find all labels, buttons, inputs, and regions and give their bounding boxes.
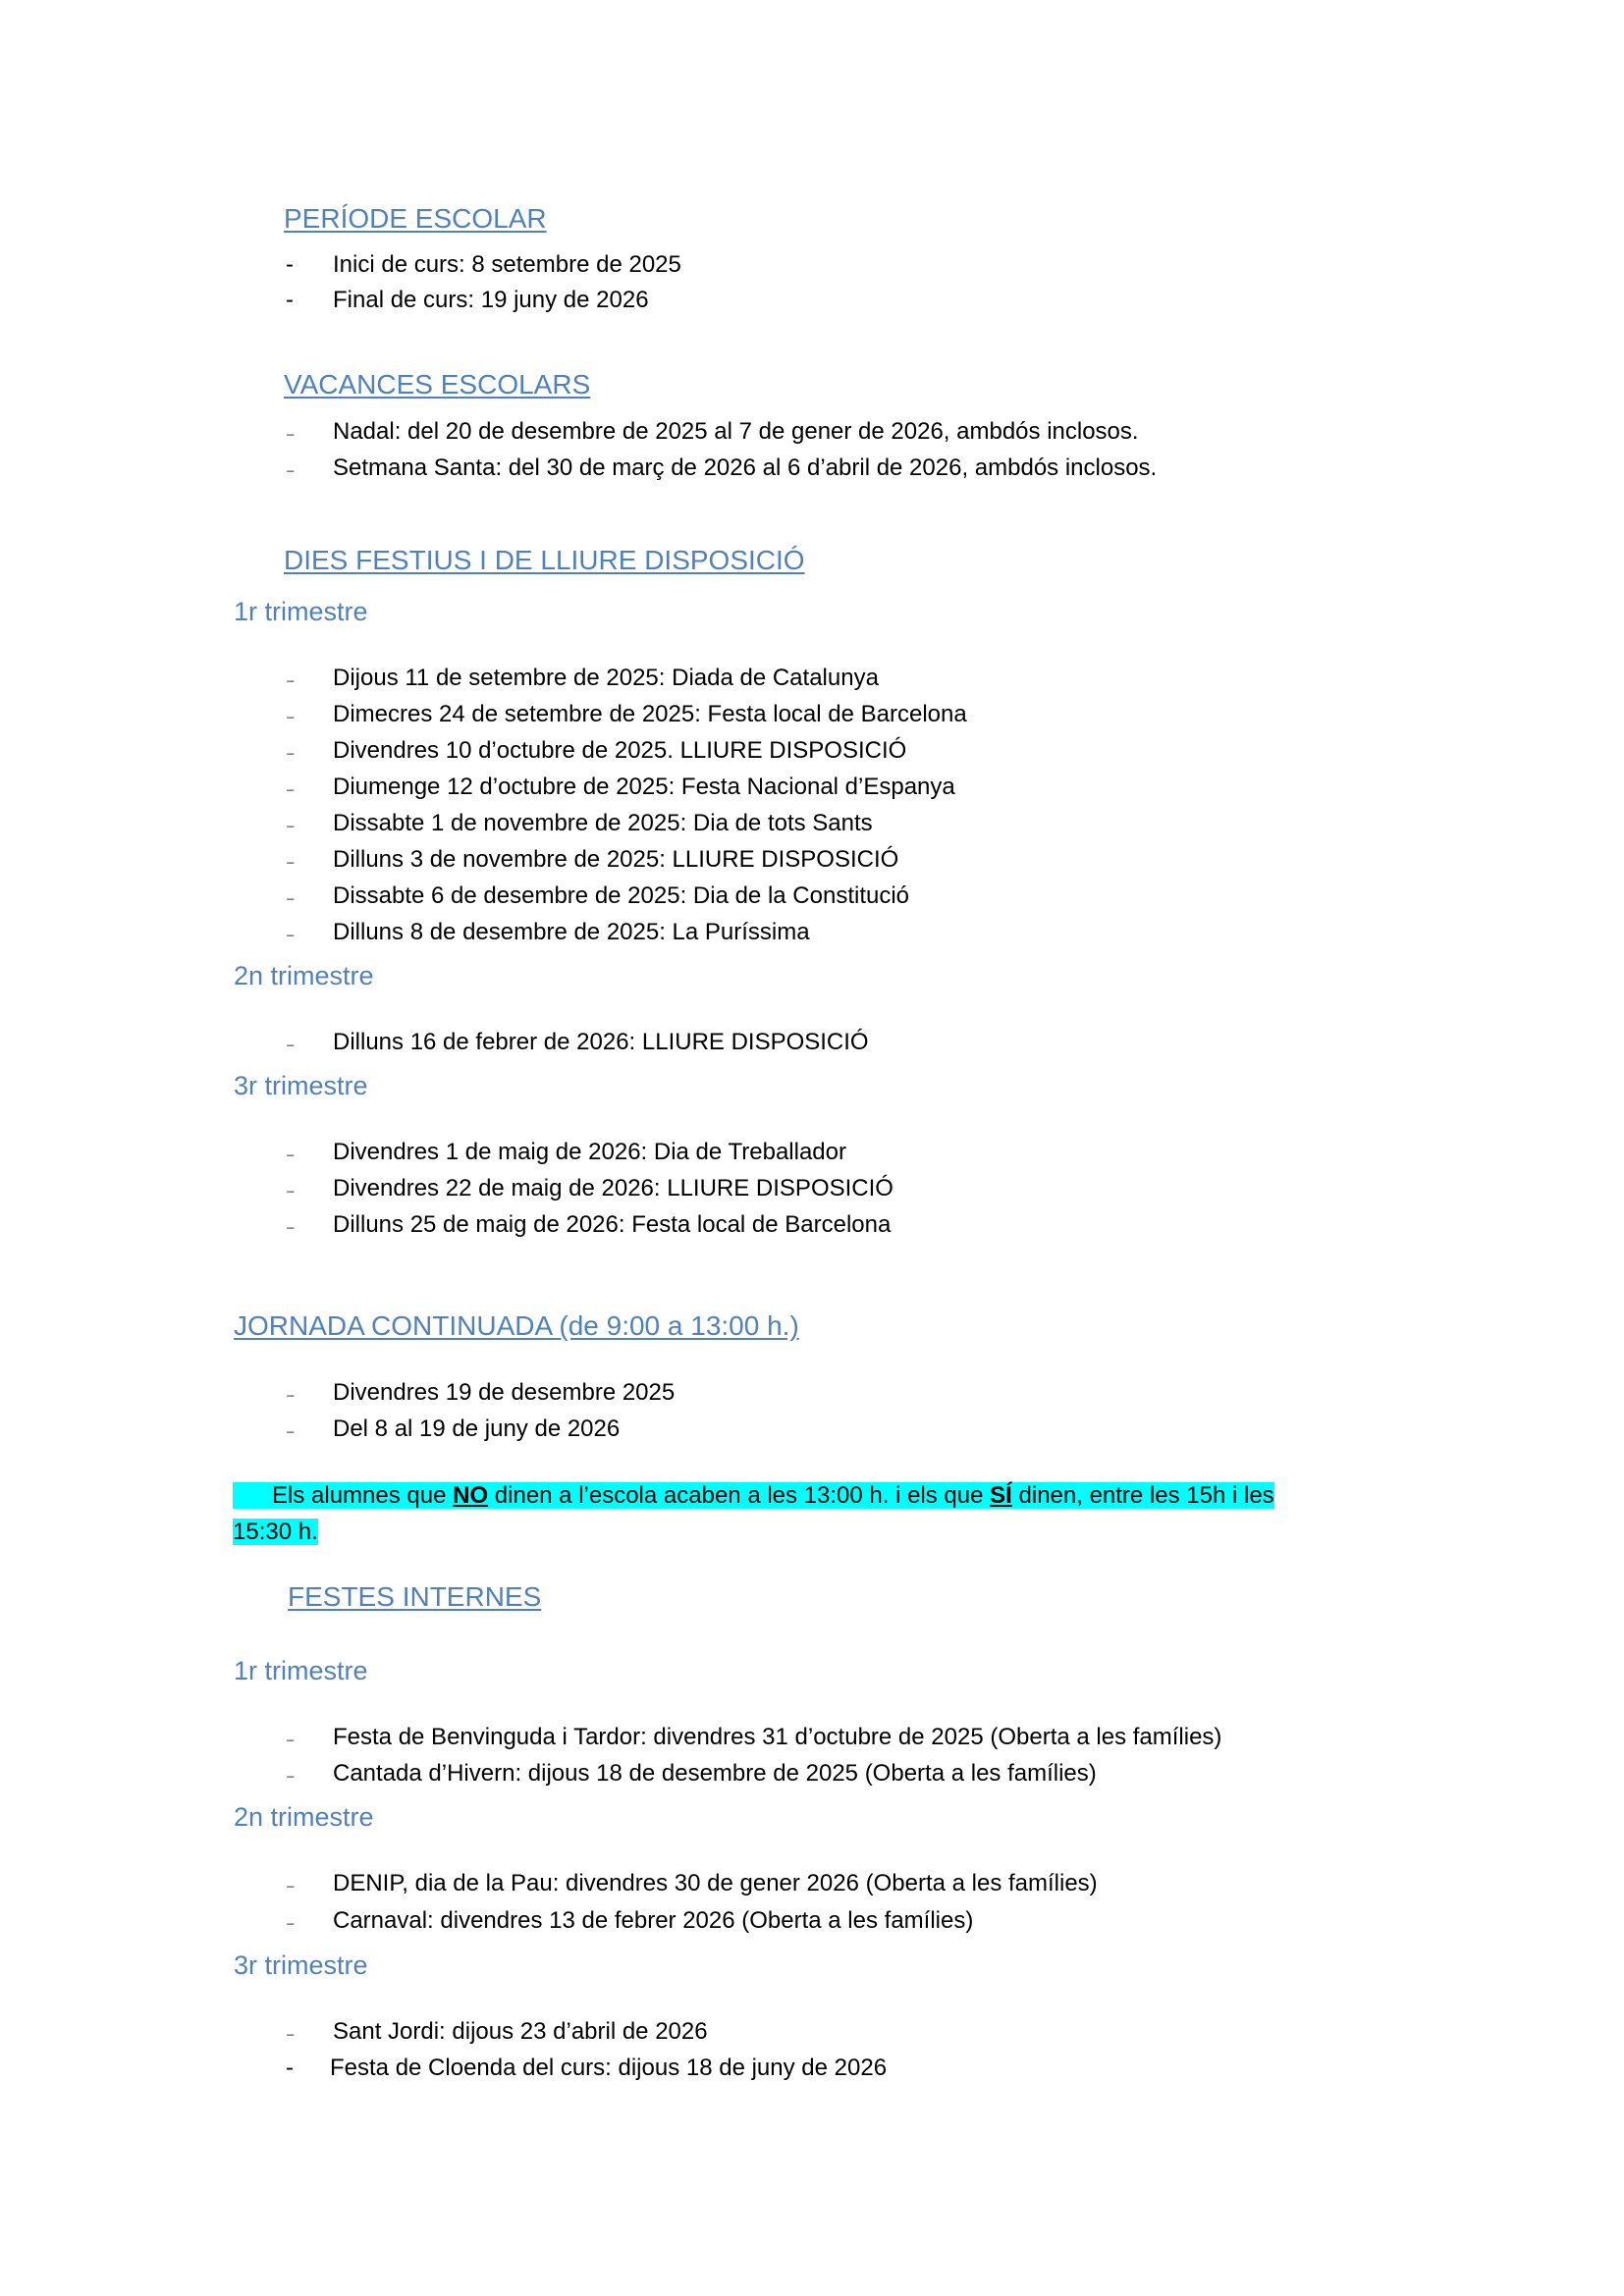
- bullet-dash-icon: ₋: [286, 1911, 296, 1931]
- note-text: dinen, entre les 15h i les 15:30 h.: [233, 1482, 1274, 1545]
- note-text: Els alumnes que: [272, 1482, 454, 1509]
- bullet-dash-icon: ₋: [286, 814, 296, 833]
- bullet-dash-icon: ₋: [286, 850, 296, 870]
- bullet-dash-icon: ₋: [286, 458, 296, 478]
- bullet-dash-icon: ₋: [286, 777, 296, 797]
- bullet-dash-icon: ₋: [286, 1874, 296, 1894]
- list-item: Divendres 22 de maig de 2026: LLIURE DISPOSICIÓ: [333, 1175, 893, 1201]
- bullet-dash-icon: ₋: [286, 422, 296, 442]
- list-item: Dissabte 1 de novembre de 2025: Dia de tots Sants: [333, 810, 873, 836]
- bullet-dash-icon: ₋: [286, 1215, 296, 1235]
- heading-jornada-continuada: JORNADA CONTINUADA (de 9:00 a 13:00 h.): [234, 1310, 799, 1341]
- list-item: Dilluns 3 de novembre de 2025: LLIURE DISPOSICIÓ: [333, 846, 899, 873]
- note-si: SÍ: [990, 1482, 1012, 1509]
- list-item: Final de curs: 19 juny de 2026: [333, 287, 649, 313]
- list-item: Sant Jordi: dijous 23 d’abril de 2026: [333, 2018, 708, 2045]
- list-item: Dijous 11 de setembre de 2025: Diada de Catalunya: [333, 665, 879, 691]
- list-item: Dissabte 6 de desembre de 2025: Dia de la Constitució: [333, 882, 910, 909]
- bullet-dash-icon: ₋: [286, 923, 296, 942]
- heading-festes-internes: FESTES INTERNES: [288, 1581, 542, 1612]
- list-item: Dimecres 24 de setembre de 2025: Festa local de Barcelona: [333, 701, 967, 727]
- list-item: Setmana Santa: del 30 de març de 2026 al 6 d’abril de 2026, ambdós inclosos.: [333, 454, 1158, 481]
- trimestre-title: 3r trimestre: [234, 1950, 368, 1980]
- bullet-dash-icon: ₋: [286, 741, 296, 761]
- note-text: dinen a l’escola acaben a les 13:00 h. i els que: [488, 1482, 991, 1509]
- bullet-dash-icon: ₋: [286, 2022, 296, 2042]
- bullet-dash-icon: -: [286, 251, 294, 278]
- list-item: Divendres 10 d’octubre de 2025. LLIURE DISPOSICIÓ: [333, 737, 907, 764]
- list-item: Carnaval: divendres 13 de febrer 2026 (Oberta a les famílies): [333, 1907, 974, 1934]
- heading-periode-escolar: PERÍODE ESCOLAR: [284, 203, 547, 234]
- list-item: Inici de curs: 8 setembre de 2025: [333, 251, 681, 278]
- bullet-dash-icon: -: [286, 287, 294, 313]
- bullet-dash-icon: -: [286, 2055, 294, 2081]
- list-item: Dilluns 16 de febrer de 2026: LLIURE DISPOSICIÓ: [333, 1029, 869, 1055]
- list-item: Festa de Cloenda del curs: dijous 18 de juny de 2026: [330, 2055, 888, 2081]
- list-item: Del 8 al 19 de juny de 2026: [333, 1415, 621, 1442]
- bullet-dash-icon: ₋: [286, 1143, 296, 1162]
- list-item: Cantada d’Hivern: dijous 18 de desembre de 2025 (Oberta a les famílies): [333, 1760, 1097, 1787]
- trimestre-title: 1r trimestre: [234, 597, 368, 626]
- list-item: Festa de Benvinguda i Tardor: divendres 31 d’octubre de 2025 (Oberta a les famílies): [333, 1724, 1222, 1750]
- trimestre-title: 1r trimestre: [234, 1656, 368, 1685]
- bullet-dash-icon: ₋: [286, 1419, 296, 1439]
- list-item: Divendres 1 de maig de 2026: Dia de Treballador: [333, 1139, 846, 1165]
- bullet-dash-icon: ₋: [286, 1728, 296, 1747]
- heading-dies-festius: DIES FESTIUS I DE LLIURE DISPOSICIÓ: [284, 545, 805, 575]
- note-no: NO: [453, 1482, 489, 1509]
- bullet-dash-icon: ₋: [286, 668, 296, 688]
- trimestre-title: 2n trimestre: [234, 961, 374, 990]
- list-item: Dilluns 25 de maig de 2026: Festa local de Barcelona: [333, 1211, 892, 1238]
- trimestre-title: 3r trimestre: [234, 1071, 368, 1100]
- bullet-dash-icon: ₋: [286, 705, 296, 724]
- list-item: Diumenge 12 d’octubre de 2025: Festa Nacional d’Espanya: [333, 774, 955, 800]
- heading-vacances-escolars: VACANCES ESCOLARS: [284, 369, 591, 400]
- list-item: Dilluns 8 de desembre de 2025: La Puríssima: [333, 919, 810, 945]
- bullet-dash-icon: ₋: [286, 1179, 296, 1199]
- bullet-dash-icon: ₋: [286, 886, 296, 906]
- list-item: Divendres 19 de desembre 2025: [333, 1379, 676, 1406]
- list-item: Nadal: del 20 de desembre de 2025 al 7 de gener de 2026, ambdós inclosos.: [333, 418, 1139, 445]
- trimestre-title: 2n trimestre: [234, 1802, 374, 1832]
- bullet-dash-icon: ₋: [286, 1383, 296, 1403]
- bullet-dash-icon: ₋: [286, 1033, 296, 1052]
- highlighted-note: [233, 1477, 1327, 1550]
- list-item: DENIP, dia de la Pau: divendres 30 de gener 2026 (Oberta a les famílies): [333, 1870, 1098, 1896]
- bullet-dash-icon: ₋: [286, 1764, 296, 1784]
